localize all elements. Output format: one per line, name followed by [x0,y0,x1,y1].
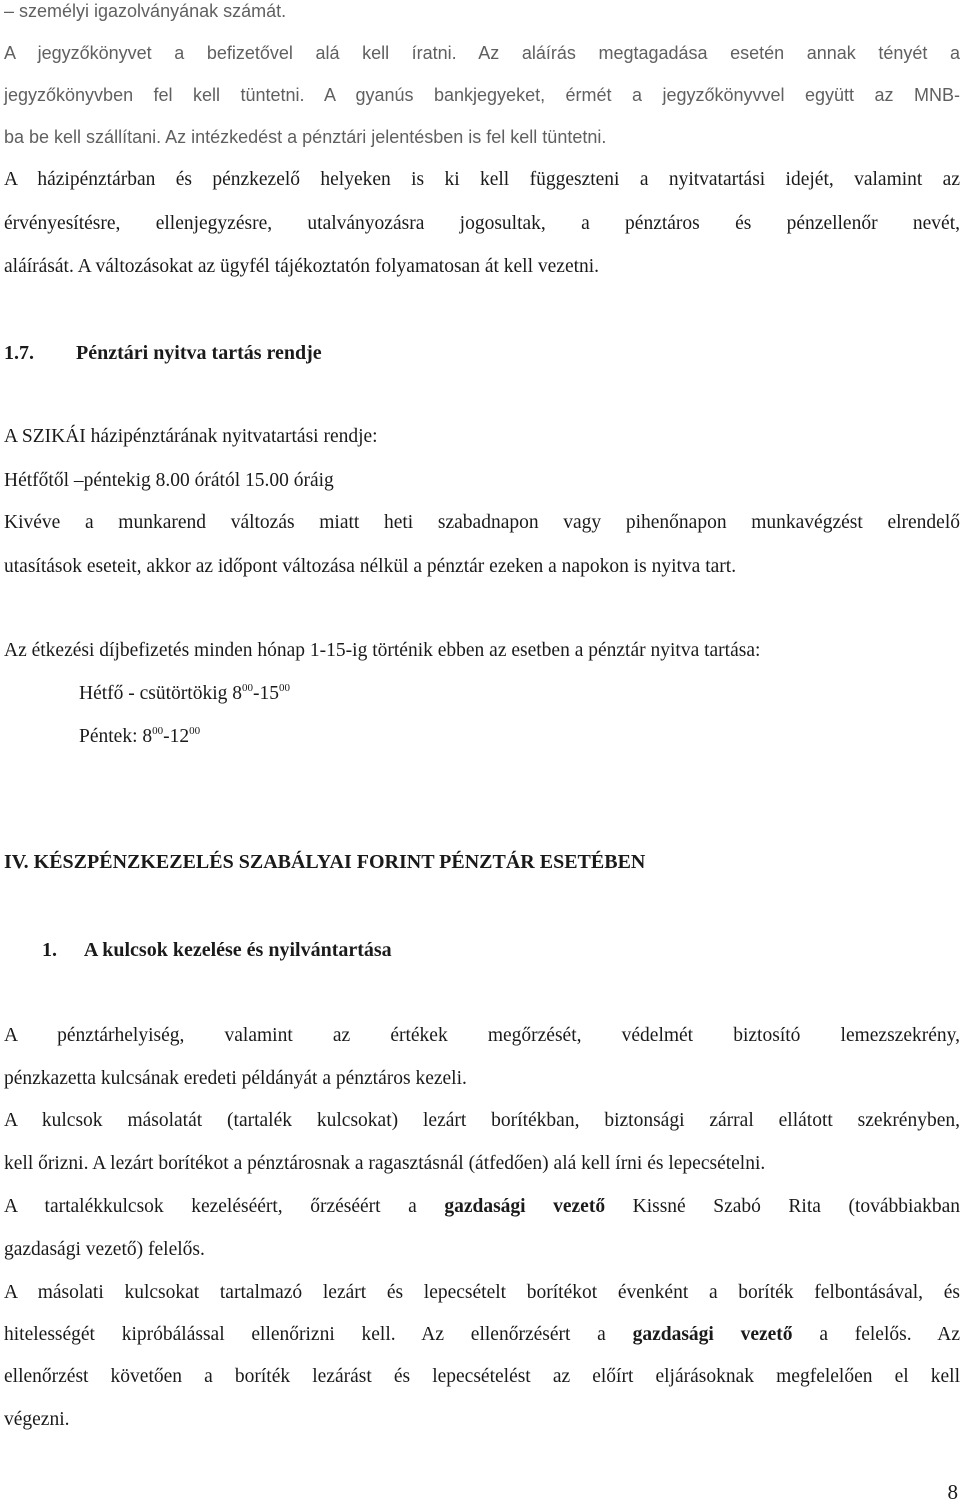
heading-text: Pénztári nyitva tartás rendje [76,342,322,364]
schedule-line: Péntek: $8^{00}-12^{00}$ [79,725,201,747]
text-line: A másolati kulcsokat tartalmazó lezárt és lepecsételt borítékot évenként a boríték felbontásával, és [4,1282,960,1303]
text-line: Kivéve a munkarend változás miatt heti szabadnapon vagy pihenőnapon munkavégzést elrendelő [4,512,960,533]
text-line: A házipénztárban és pénzkezelő helyeken is ki kell függeszteni a nyitvatartási idejét, valamint az [4,169,960,190]
text-line: hitelességét kipróbálással ellenőrizni kell. Az ellenőrzésért a gazdasági vezető a felelős. Az [4,1324,960,1345]
text-line: Az étkezési díjbefizetés minden hónap 1-15-ig történik ebben az esetben a pénztár nyitva tartása: [4,640,761,661]
text-line: A kulcsok másolatát (tartalék kulcsokat) lezárt borítékban, biztonsági zárral ellátott szekrényben, [4,1110,960,1131]
text-line: végezni. [4,1409,70,1430]
text-line: A pénztárhelyiség, valamint az értékek megőrzését, védelmét biztosító lemezszekrény, [4,1025,960,1046]
heading-text: A kulcsok kezelése és nyilvántartása [83,939,392,961]
text-line: utasítások eseteit, akkor az időpont változása nélkül a pénztár ezeken a napokon is nyitva tart. [4,556,737,577]
heading-number: 1.7. [4,342,34,364]
text-line: Hétfőtől –péntekig 8.00 órától 15.00 óráig [4,470,334,491]
text-line: ba be kell szállítani. Az intézkedést a pénztári jelentésben is fel kell tüntetni. [4,127,607,147]
text-line: A SZIKÁI házipénztárának nyitvatartási rendje: [4,426,378,447]
schedule-line: Hétfő - csütörtökig $8^{00}-15^{00}$ [79,682,291,704]
page-number: 8 [947,1480,958,1504]
section-heading-1 [42,940,392,960]
text-line: gazdasági vezető) felelős. [4,1239,205,1260]
text-line: A jegyzőkönyvet a befizetővel alá kell íratni. Az aláírás megtagadása esetén annak tényét a [4,43,960,63]
text-line: pénzkazetta kulcsának eredeti példányát a pénztáros kezeli. [4,1068,467,1089]
chapter-heading: IV. KÉSZPÉNZKEZELÉS SZABÁLYAI FORINT PÉNZTÁR ESETÉBEN [4,851,646,873]
text-line: aláírását. A változásokat az ügyfél tájékoztatón folyamatosan át kell vezetni. [4,256,600,277]
text-line: A tartalékkulcsok kezeléséért, őrzéséért a gazdasági vezető Kissné Szabó Rita (továbbiakban [4,1196,960,1217]
text-line: érvényesítésre, ellenjegyzésre, utalványozásra jogosultak, a pénztáros és pénzellenőr nevét, [4,213,960,234]
text-line: kell őrizni. A lezárt borítékot a pénztárosnak a ragasztásnál (átfedően) alá kell írni és lepecsételni. [4,1153,766,1174]
heading-number: 1. [42,939,57,961]
text-line: jegyzőkönyvben fel kell tüntetni. A gyanús bankjegyeket, érmét a jegyzőkönyvvel együtt az MNB- [4,85,960,105]
text-line: ellenőrzést követően a boríték lezárást és lepecsételést az előírt eljárásoknak megfelelően el kell [4,1366,960,1387]
text-line: – személyi igazolványának számát. [4,1,287,21]
section-heading-1-7 [4,343,322,363]
